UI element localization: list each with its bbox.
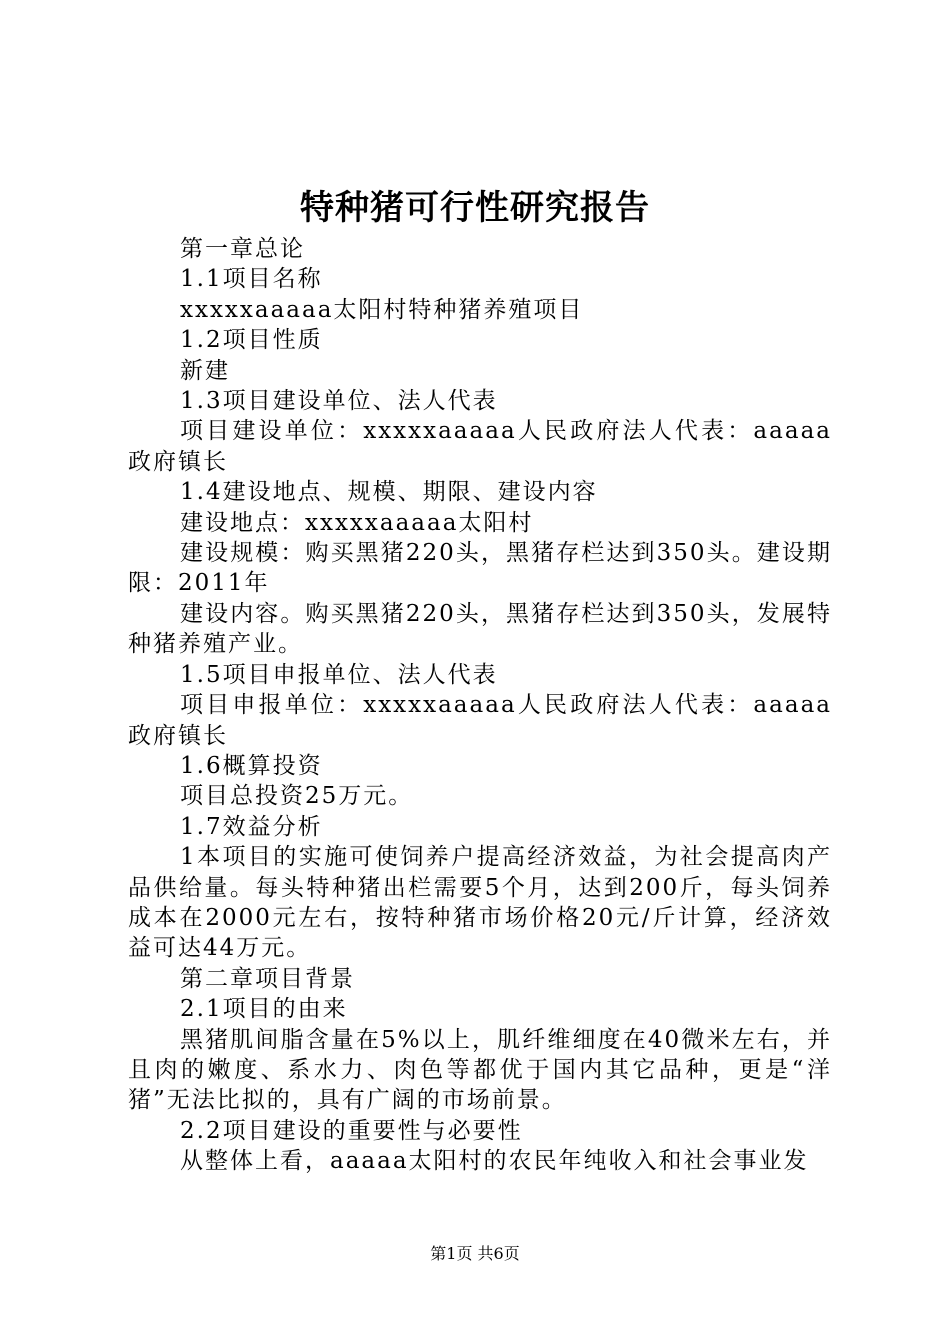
paragraph-heading-1-6: 1.6概算投资 <box>180 752 323 779</box>
paragraph-heading-1-5: 1.5项目申报单位、法人代表 <box>180 661 498 688</box>
paragraph-heading-2-1: 2.1项目的由来 <box>180 996 348 1023</box>
paragraph-construction-scale: 建设规模：购买黑猪220头，黑猪存栏达到350头。建设期限：2011年 <box>128 540 832 597</box>
paragraph-heading-1-7: 1.7效益分析 <box>180 813 323 840</box>
paragraph-project-name: xxxxxaaaaa太阳村特种猪养殖项目 <box>180 296 584 323</box>
document-body <box>128 234 832 1177</box>
paragraph-benefit-analysis: 1本项目的实施可使饲养户提高经济效益，为社会提高肉产品供给量。每头特种猪出栏需要5个月，达到200斤，每头饲养成本在2000元左右，按特种猪市场价格20元/斤计算，经济效益可达44万元。 <box>128 844 832 962</box>
paragraph-total-investment: 项目总投资25万元。 <box>180 783 414 810</box>
paragraph-chapter-1: 第一章总论 <box>180 236 305 262</box>
paragraph-heading-2-2: 2.2项目建设的重要性与必要性 <box>180 1117 523 1144</box>
page-footer: 第1页 共6页 <box>430 1244 520 1263</box>
paragraph-construction-site: 建设地点：xxxxxaaaaa太阳村 <box>180 509 534 536</box>
paragraph-chapter-2: 第二章项目背景 <box>180 965 355 992</box>
paragraph-project-origin: 黑猪肌间脂含量在5%以上，肌纤维细度在40微米左右，并且肉的嫩度、系水力、肉色等都优于国内其它品种，更是“洋猪”无法比拟的，具有广阔的市场前景。 <box>128 1026 832 1114</box>
paragraph-project-nature: 新建 <box>180 357 230 384</box>
paragraph-heading-1-1: 1.1项目名称 <box>180 266 323 293</box>
paragraph-applicant-unit: 项目申报单位：xxxxxaaaaa人民政府法人代表：aaaaa政府镇长 <box>128 692 832 749</box>
document-title: 特种猪可行性研究报告 <box>300 188 650 228</box>
paragraph-heading-1-4: 1.4建设地点、规模、期限、建设内容 <box>180 479 598 506</box>
paragraph-heading-1-3: 1.3项目建设单位、法人代表 <box>180 388 498 415</box>
paragraph-heading-1-2: 1.2项目性质 <box>180 327 323 354</box>
paragraph-construction-unit: 项目建设单位：xxxxxaaaaa人民政府法人代表：aaaaa政府镇长 <box>128 418 832 475</box>
paragraph-importance: 从整体上看，aaaaa太阳村的农民年纯收入和社会事业发 <box>180 1148 809 1175</box>
paragraph-construction-content: 建设内容。购买黑猪220头，黑猪存栏达到350头，发展特种猪养殖产业。 <box>128 600 832 658</box>
